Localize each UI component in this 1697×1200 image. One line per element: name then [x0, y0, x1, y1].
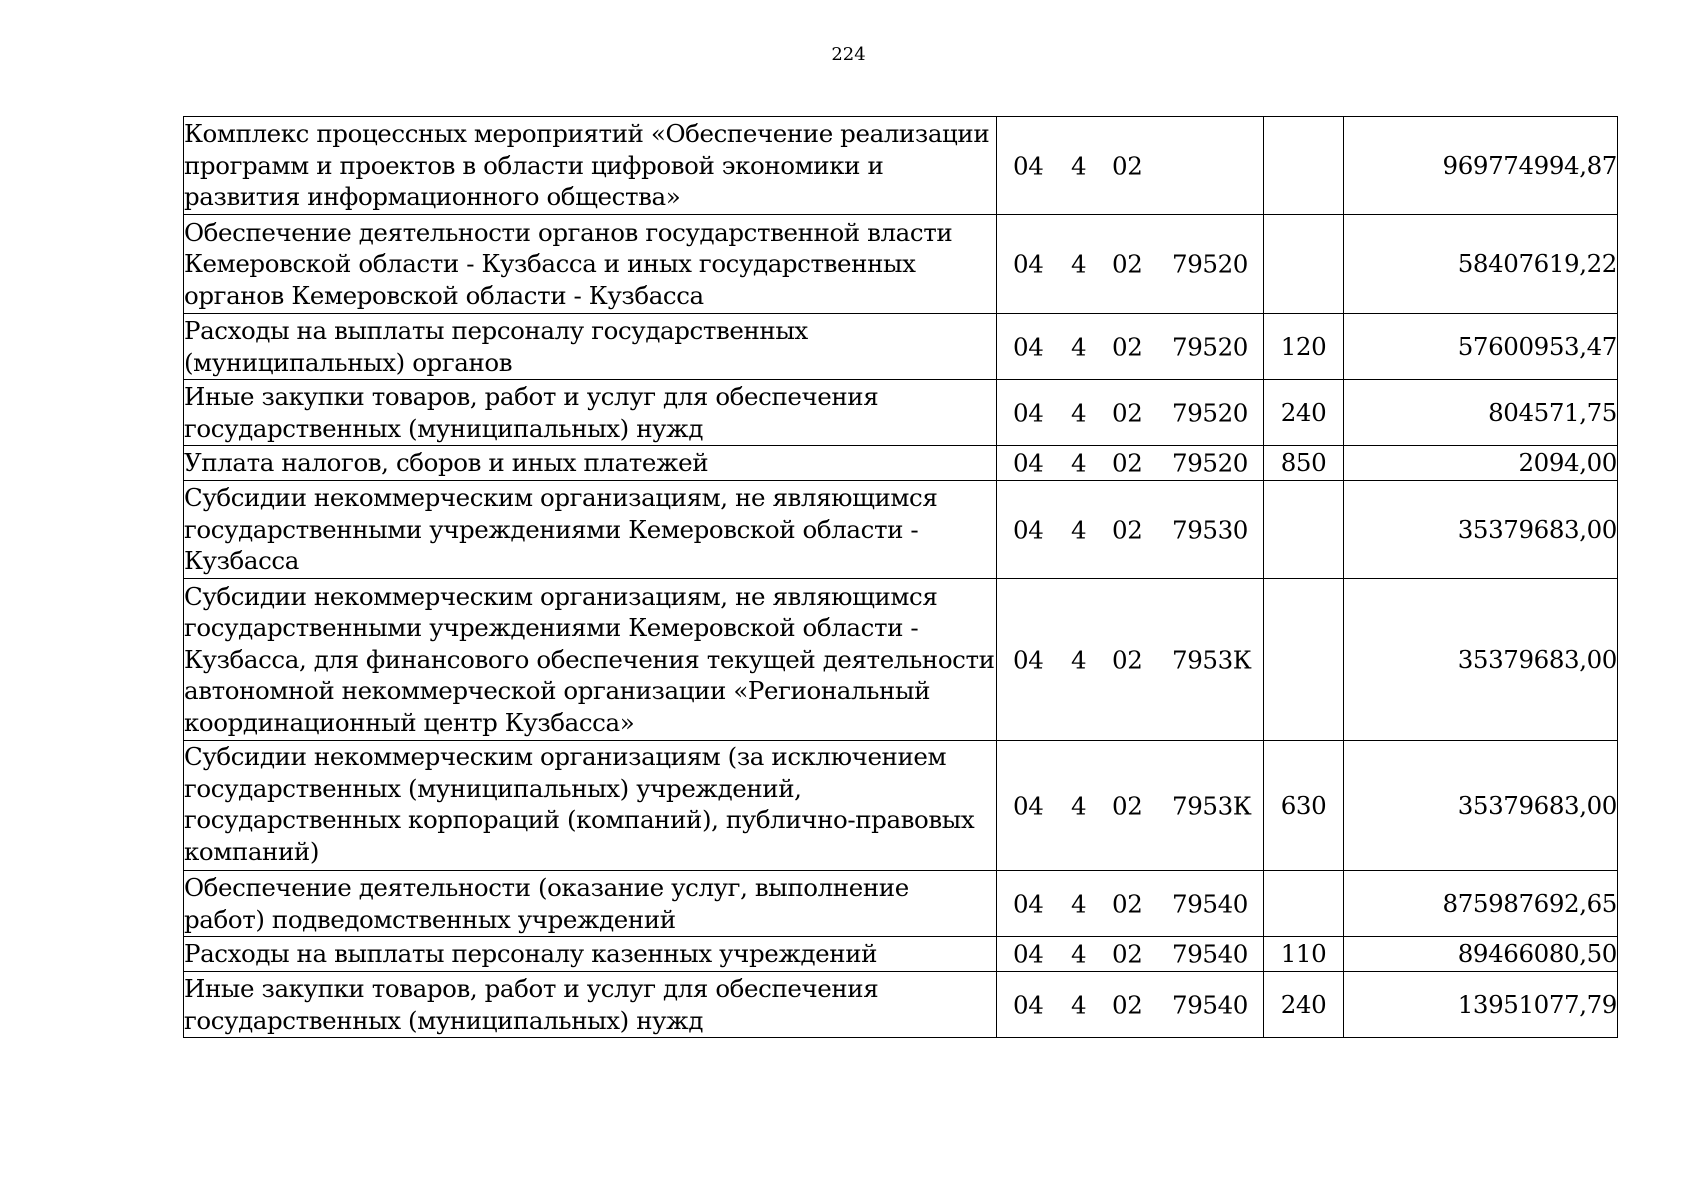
row-expense-type: 120	[1264, 314, 1344, 380]
row-code	[997, 871, 1264, 937]
row-code	[997, 972, 1264, 1038]
code-subprogram: 02	[1112, 448, 1143, 478]
row-name: Субсидии некоммерческим организациям, не являющимся государственными учреждениями Кемеровской области - Кузбасса	[184, 481, 997, 579]
row-amount: 804571,75	[1344, 380, 1618, 446]
row-name: Комплекс процессных мероприятий «Обеспечение реализации программ и проектов в области цифровой экономики и развития информационного общества»	[184, 117, 997, 215]
code-program: 4	[1071, 989, 1087, 1019]
code-section: 04	[1013, 448, 1044, 478]
code-program: 4	[1071, 790, 1087, 820]
code-section: 04	[1013, 644, 1044, 674]
table-row	[184, 972, 1618, 1038]
table-row	[184, 117, 1618, 215]
code-direction: 79540	[1172, 989, 1248, 1019]
row-amount: 2094,00	[1344, 446, 1618, 481]
code-subprogram: 02	[1112, 514, 1143, 544]
page-number: 224	[831, 44, 866, 65]
row-code	[997, 314, 1264, 380]
code-subprogram: 02	[1112, 939, 1143, 969]
code-subprogram: 02	[1112, 888, 1143, 918]
row-amount: 35379683,00	[1344, 481, 1618, 579]
row-amount: 57600953,47	[1344, 314, 1618, 380]
code-section: 04	[1013, 150, 1044, 180]
code-section: 04	[1013, 888, 1044, 918]
code-section: 04	[1013, 514, 1044, 544]
row-name: Субсидии некоммерческим организациям (за исключением государственных (муниципальных) учреждений, государственных корпораций (компаний), публично-правовых компаний)	[184, 741, 997, 871]
code-direction: 79540	[1172, 888, 1248, 918]
row-amount: 58407619,22	[1344, 215, 1618, 314]
table-row	[184, 871, 1618, 937]
row-code	[997, 579, 1264, 741]
code-program: 4	[1071, 514, 1087, 544]
table-row	[184, 741, 1618, 871]
row-name: Обеспечение деятельности органов государственной власти Кемеровской области - Кузбасса и иных государственных органов Кемеровской области - Кузбасса	[184, 215, 997, 314]
row-name: Субсидии некоммерческим организациям, не являющимся государственными учреждениями Кемеровской области - Кузбасса, для финансового обеспечения текущей деятельности автономной некоммерческой организации «Региональный координационный центр Кузбасса»	[184, 579, 997, 741]
code-program: 4	[1071, 249, 1087, 279]
code-subprogram: 02	[1112, 644, 1143, 674]
row-code	[997, 215, 1264, 314]
code-section: 04	[1013, 397, 1044, 427]
table-row	[184, 937, 1618, 972]
row-expense-type: 240	[1264, 972, 1344, 1038]
code-program: 4	[1071, 397, 1087, 427]
row-name: Уплата налогов, сборов и иных платежей	[184, 446, 997, 481]
row-name: Расходы на выплаты персоналу государственных (муниципальных) органов	[184, 314, 997, 380]
row-name: Иные закупки товаров, работ и услуг для обеспечения государственных (муниципальных) нужд	[184, 972, 997, 1038]
row-code	[997, 380, 1264, 446]
code-subprogram: 02	[1112, 331, 1143, 361]
code-section: 04	[1013, 939, 1044, 969]
row-amount: 13951077,79	[1344, 972, 1618, 1038]
row-expense-type: 630	[1264, 741, 1344, 871]
row-amount: 969774994,87	[1344, 117, 1618, 215]
code-direction: 7953К	[1172, 644, 1252, 674]
row-expense-type	[1264, 871, 1344, 937]
row-name: Иные закупки товаров, работ и услуг для обеспечения государственных (муниципальных) нужд	[184, 380, 997, 446]
code-program: 4	[1071, 888, 1087, 918]
row-name: Расходы на выплаты персоналу казенных учреждений	[184, 937, 997, 972]
code-subprogram: 02	[1112, 249, 1143, 279]
code-section: 04	[1013, 249, 1044, 279]
row-code	[997, 937, 1264, 972]
code-subprogram: 02	[1112, 989, 1143, 1019]
code-direction: 79520	[1172, 448, 1248, 478]
table-row	[184, 481, 1618, 579]
row-amount: 875987692,65	[1344, 871, 1618, 937]
row-code	[997, 481, 1264, 579]
code-program: 4	[1071, 150, 1087, 180]
code-subprogram: 02	[1112, 150, 1143, 180]
code-program: 4	[1071, 448, 1087, 478]
row-expense-type: 110	[1264, 937, 1344, 972]
row-name: Обеспечение деятельности (оказание услуг, выполнение работ) подведомственных учреждений	[184, 871, 997, 937]
code-direction: 79520	[1172, 397, 1248, 427]
code-direction: 79540	[1172, 939, 1248, 969]
row-expense-type	[1264, 579, 1344, 741]
code-section: 04	[1013, 331, 1044, 361]
code-direction: 79520	[1172, 249, 1248, 279]
row-amount: 35379683,00	[1344, 579, 1618, 741]
row-expense-type	[1264, 481, 1344, 579]
code-subprogram: 02	[1112, 790, 1143, 820]
row-expense-type: 240	[1264, 380, 1344, 446]
code-subprogram: 02	[1112, 397, 1143, 427]
table-row	[184, 314, 1618, 380]
code-program: 4	[1071, 331, 1087, 361]
row-amount: 89466080,50	[1344, 937, 1618, 972]
table-row	[184, 215, 1618, 314]
table-row	[184, 446, 1618, 481]
budget-table	[183, 116, 1618, 1038]
code-direction: 79530	[1172, 514, 1248, 544]
row-expense-type	[1264, 117, 1344, 215]
code-direction: 7953К	[1172, 790, 1252, 820]
row-amount: 35379683,00	[1344, 741, 1618, 871]
row-expense-type: 850	[1264, 446, 1344, 481]
row-code	[997, 446, 1264, 481]
table-row	[184, 579, 1618, 741]
row-code	[997, 741, 1264, 871]
code-program: 4	[1071, 644, 1087, 674]
row-expense-type	[1264, 215, 1344, 314]
code-section: 04	[1013, 989, 1044, 1019]
code-program: 4	[1071, 939, 1087, 969]
code-section: 04	[1013, 790, 1044, 820]
table-row	[184, 380, 1618, 446]
code-direction: 79520	[1172, 331, 1248, 361]
row-code	[997, 117, 1264, 215]
